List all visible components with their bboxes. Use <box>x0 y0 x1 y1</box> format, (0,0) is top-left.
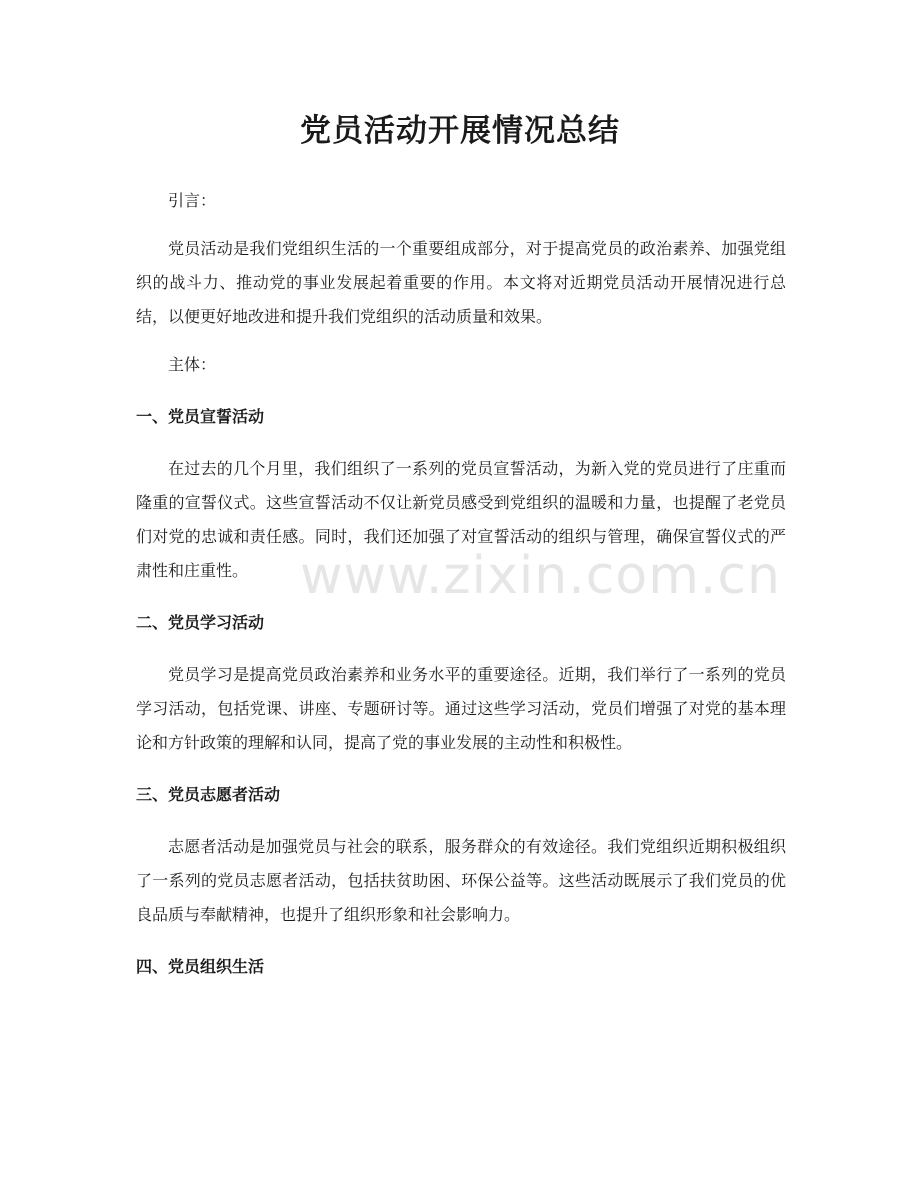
section-paragraph-1: 在过去的几个月里，我们组织了一系列的党员宣誓活动，为新入党的党员进行了庄重而隆重的宣誓仪式。这些宣誓活动不仅让新党员感受到党组织的温暖和力量，也提醒了老党员们对党的忠诚和责任感。同时，我们还加强了对宣誓活动的组织与管理，确保宣誓仪式的严肃性和庄重性。 <box>136 459 786 580</box>
document-title: 党员活动开展情况总结 <box>300 113 620 149</box>
section-paragraph-3: 志愿者活动是加强党员与社会的联系，服务群众的有效途径。我们党组织近期积极组织了一系列的党员志愿者活动，包括扶贫助困、环保公益等。这些活动既展示了我们党员的优良品质与奉献精神，也提升了组织形象和社会影响力。 <box>136 837 786 924</box>
document-body <box>136 184 786 984</box>
section-heading-4: 四、党员组织生活 <box>136 957 265 976</box>
intro-label: 引言： <box>168 191 217 210</box>
body-label: 主体： <box>168 355 217 374</box>
watermark: www.zixin.com.cn <box>300 546 781 606</box>
intro-paragraph: 党员活动是我们党组织生活的一个重要组成部分，对于提高党员的政治素养、加强党组织的战斗力、推动党的事业发展起着重要的作用。本文将对近期党员活动开展情况进行总结，以便更好地改进和提升我们党组织的活动质量和效果。 <box>136 239 786 326</box>
section-heading-1: 一、党员宣誓活动 <box>136 407 265 426</box>
section-heading-3: 三、党员志愿者活动 <box>136 785 281 804</box>
section-paragraph-2: 党员学习是提高党员政治素养和业务水平的重要途径。近期，我们举行了一系列的党员学习活动，包括党课、讲座、专题研讨等。通过这些学习活动，党员们增强了对党的基本理论和方针政策的理解和认同，提高了党的事业发展的主动性和积极性。 <box>136 665 786 752</box>
section-heading-2: 二、党员学习活动 <box>136 613 265 632</box>
